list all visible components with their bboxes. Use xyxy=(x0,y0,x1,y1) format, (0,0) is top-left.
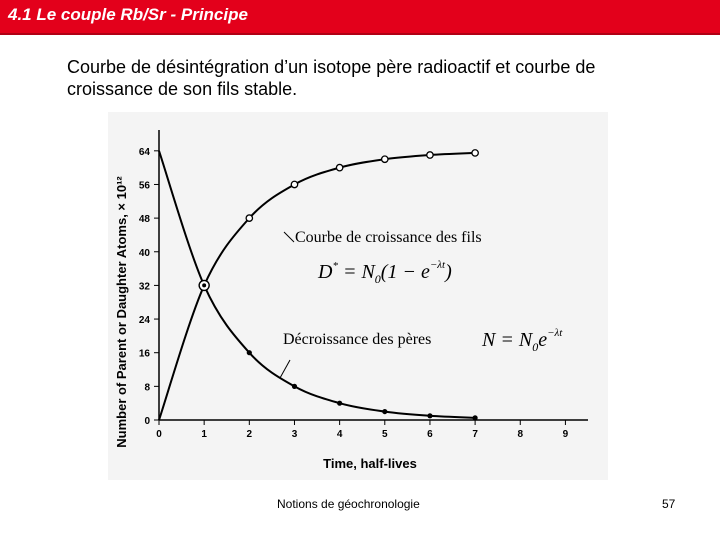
x-axis-label: Time, half-lives xyxy=(323,456,417,471)
x-tick-label: 6 xyxy=(427,429,433,440)
decay-formula-lhs: N = N xyxy=(482,329,533,351)
y-axis-label: Number of Parent or Daughter Atoms, × 10¹² xyxy=(114,176,129,448)
x-tick-label: 0 xyxy=(156,429,162,440)
y-tick-label: 32 xyxy=(138,281,150,293)
x-tick-label: 1 xyxy=(201,429,207,440)
growth-formula-star: * xyxy=(332,260,338,272)
title-bar xyxy=(0,0,720,35)
footer-text: Notions de géochronologie xyxy=(277,497,420,511)
growth-formula-lhs: D xyxy=(318,261,333,283)
decay-point xyxy=(473,415,478,420)
growth-formula-exp: −λt xyxy=(429,259,446,271)
x-tick-label: 5 xyxy=(382,429,388,440)
y-tick-label: 16 xyxy=(138,348,150,360)
x-tick-label: 2 xyxy=(246,429,253,440)
decay-point xyxy=(382,409,387,414)
x-tick-label: 3 xyxy=(291,429,298,440)
growth-point xyxy=(291,181,297,187)
decay-label: Décroissance des pères xyxy=(283,331,432,348)
decay-formula-exp: −λt xyxy=(547,327,563,339)
x-tick-label: 9 xyxy=(562,429,569,440)
decay-point xyxy=(292,384,297,389)
y-tick-label: 64 xyxy=(138,146,150,158)
growth-point xyxy=(427,152,433,158)
y-tick-label: 56 xyxy=(138,180,150,192)
intersection-point-center xyxy=(202,283,206,287)
x-tick-label: 4 xyxy=(336,429,343,440)
growth-formula-eq: = N xyxy=(337,261,375,283)
decay-formula-e: e xyxy=(538,329,548,351)
chart-container xyxy=(108,112,608,480)
decay-formula-sub: 0 xyxy=(532,340,539,354)
slide-title: 4.1 Le couple Rb/Sr - Principe xyxy=(8,5,248,24)
y-tick-label: 48 xyxy=(138,214,150,226)
slide-subtitle: Courbe de désintégration d’un isotope père radioactif et courbe de croissance de son fils stable. xyxy=(67,57,596,99)
growth-point xyxy=(336,164,342,170)
x-tick-label: 8 xyxy=(517,429,524,440)
chart-background xyxy=(108,112,608,480)
x-tick-label: 7 xyxy=(472,429,478,440)
growth-formula-end: ) xyxy=(445,261,452,283)
y-tick-label: 24 xyxy=(138,315,150,327)
page-number: 57 xyxy=(662,497,676,511)
y-tick-label: 40 xyxy=(138,247,150,259)
growth-point xyxy=(472,150,478,156)
decay-growth-chart xyxy=(108,112,608,480)
y-tick-label: 0 xyxy=(144,416,150,427)
growth-point xyxy=(382,156,388,162)
decay-point xyxy=(427,413,432,418)
growth-formula-mid: (1 − e xyxy=(380,261,430,283)
decay-point xyxy=(247,350,252,355)
y-tick-label: 8 xyxy=(144,382,150,394)
decay-point xyxy=(337,401,342,406)
growth-point xyxy=(246,215,252,221)
growth-formula-sub: 0 xyxy=(374,272,381,286)
growth-label: Courbe de croissance des fils xyxy=(295,229,482,246)
